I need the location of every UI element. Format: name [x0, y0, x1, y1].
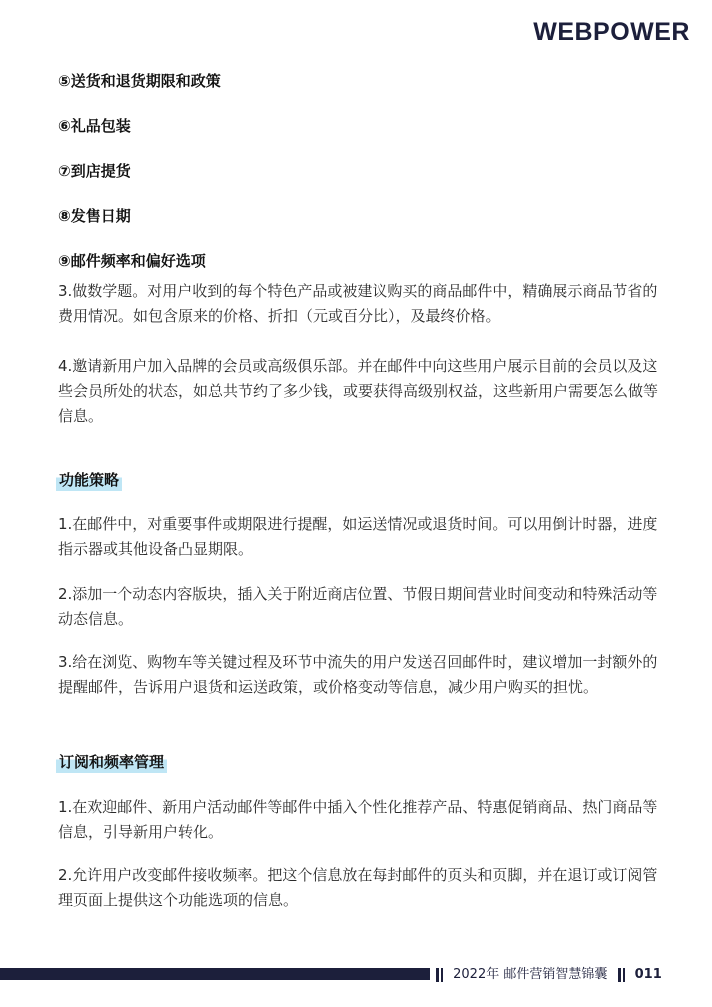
list-item: ⑨邮件频率和偏好选项: [58, 252, 206, 270]
intro-list: [58, 70, 221, 295]
paragraph-welcome-email: 1.在欢迎邮件、新用户活动邮件等邮件中插入个性化推荐产品、特惠促销商品、热门商品等信息，引导新用户转化。: [58, 798, 658, 841]
section-title-feature-strategy: 功能策略: [56, 469, 122, 491]
footer-bar: [0, 968, 430, 980]
footer-title: 2022年 邮件营销智慧锦囊: [453, 967, 608, 982]
list-item: ⑥礼品包装: [58, 117, 131, 135]
paragraph-math: 3.做数学题。对用户收到的每个特色产品或被建议购买的商品邮件中，精确展示商品节省的费用情况。如包含原来的价格、折扣（元或百分比），及最终价格。: [58, 282, 658, 325]
list-item: ⑧发售日期: [58, 207, 131, 225]
paragraph-dynamic-content: 2.添加一个动态内容版块，插入关于附近商店位置、节假日期间营业时间变动和特殊活动等动态信息。: [58, 585, 658, 628]
footer: [436, 965, 662, 985]
paragraph-membership: 4.邀请新用户加入品牌的会员或高级俱乐部。并在邮件中向这些用户展示目前的会员以及这些会员所处的状态，如总共节约了多少钱，或要获得高级别权益，这些新用户需要怎么做等信息。: [58, 357, 659, 425]
paragraph-reminder: 1.在邮件中，对重要事件或期限进行提醒，如运送情况或退货时间。可以用倒计时器，进度指示器或其他设备凸显期限。: [58, 515, 658, 558]
list-item: ⑦到店提货: [58, 162, 131, 180]
page-number: 011: [634, 967, 662, 982]
paragraph-recall-email: 3.给在浏览、购物车等关键过程及环节中流失的用户发送召回邮件时，建议增加一封额外的提醒邮件，告诉用户退货和运送政策，或价格变动等信息，减少用户购买的担忧。: [58, 653, 658, 696]
footer-divider-icon: [618, 965, 627, 985]
list-item: ⑤送货和退货期限和政策: [58, 72, 221, 90]
brand-logo: WEBPOWER: [533, 18, 690, 46]
footer-divider-icon: [436, 965, 445, 985]
section-title-subscription: 订阅和频率管理: [56, 751, 167, 773]
paragraph-frequency: 2.允许用户改变邮件接收频率。把这个信息放在每封邮件的页头和页脚，并在退订或订阅管理页面上提供这个功能选项的信息。: [58, 866, 658, 909]
